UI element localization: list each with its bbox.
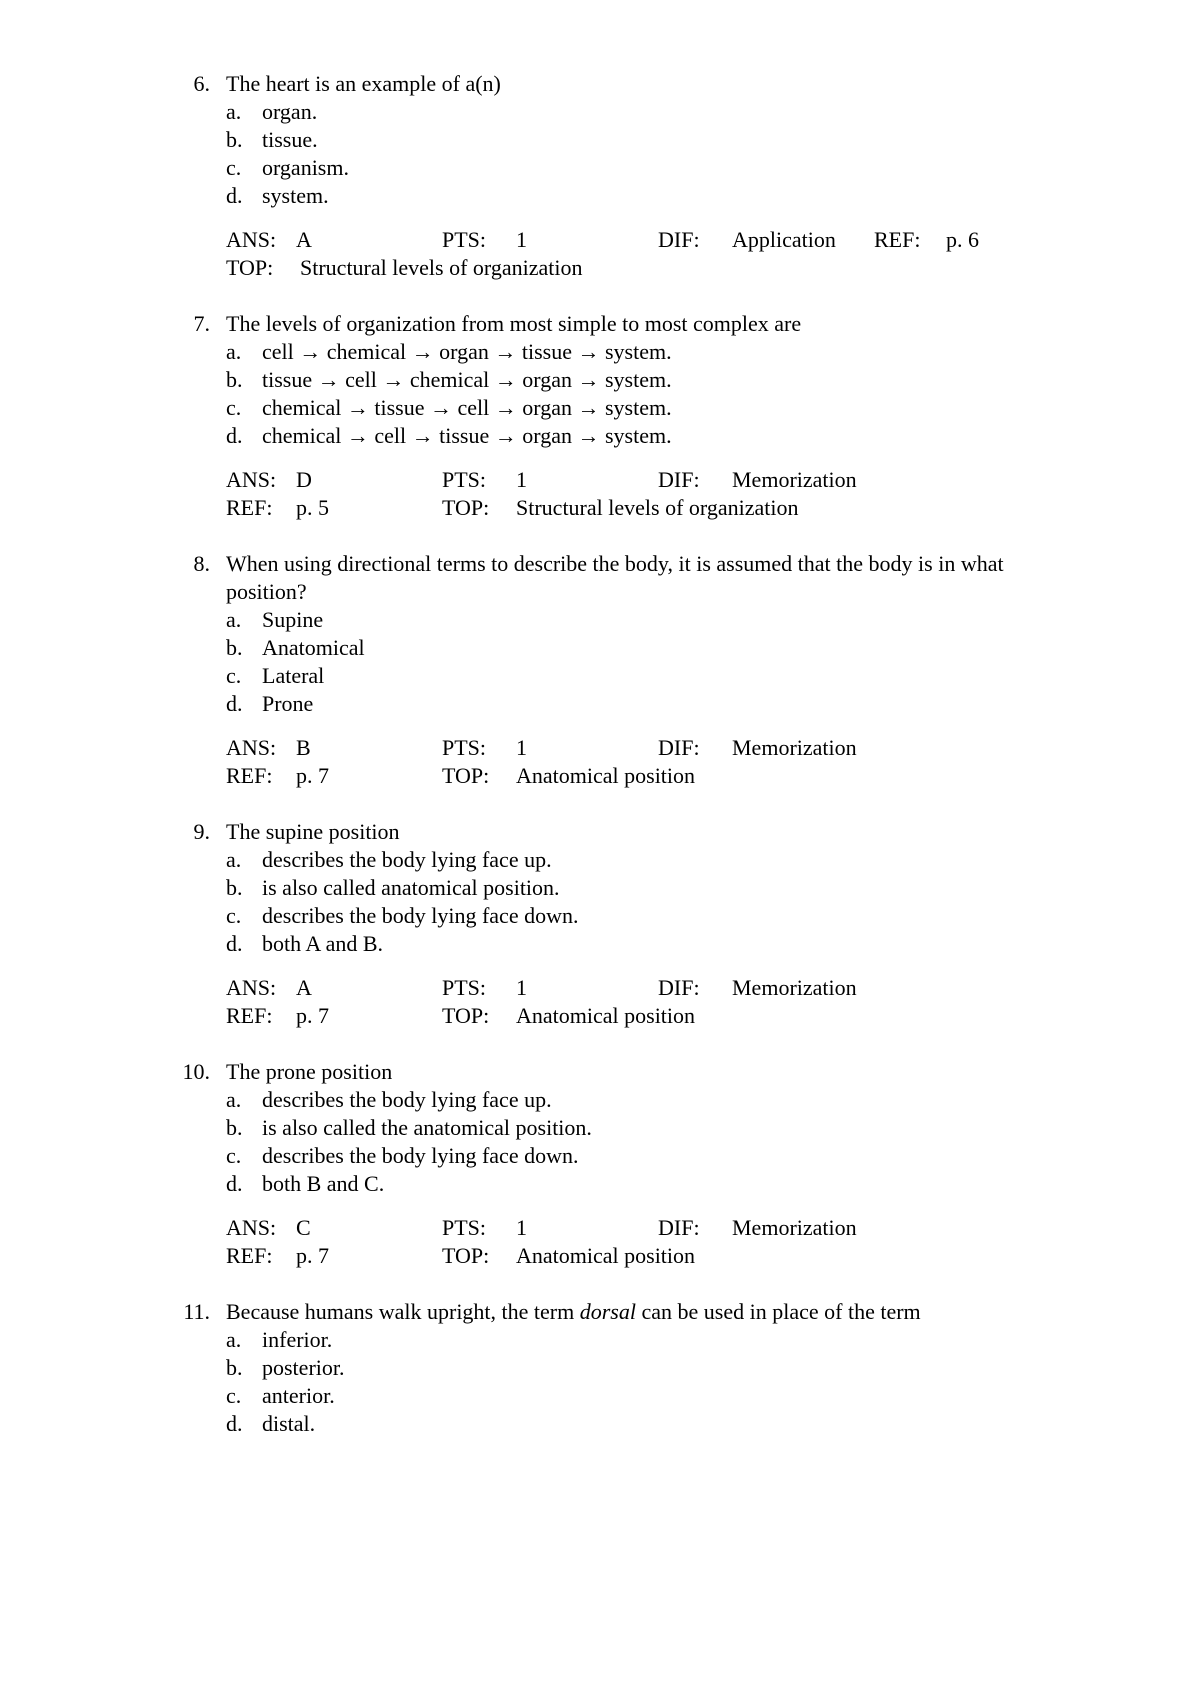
option-row [0, 634, 1190, 662]
pts-value: 1 [516, 467, 527, 492]
option-letter: a. [226, 607, 242, 632]
ref-value: p. 5 [296, 495, 329, 520]
question-number: 6. [193, 71, 210, 96]
ref-top-meta-row [0, 762, 1190, 790]
question-stem: The prone position [226, 1059, 393, 1084]
option-letter: d. [226, 1411, 243, 1436]
ref-label: REF: [874, 227, 921, 252]
question-stem: The supine position [226, 819, 400, 844]
option-letter: d. [226, 423, 243, 448]
option-text: system. [262, 183, 329, 208]
top-value: Anatomical position [516, 763, 696, 788]
option-letter: d. [226, 183, 243, 208]
option-text: Lateral [262, 663, 325, 688]
dif-label: DIF: [658, 735, 700, 760]
pts-label: PTS: [442, 1215, 487, 1240]
ref-value: p. 7 [296, 1243, 329, 1268]
ref-top-meta-row [0, 1242, 1190, 1270]
option-letter: c. [226, 1143, 242, 1168]
question-7 [0, 310, 1190, 522]
ans-label: ANS: [226, 735, 277, 760]
question-stem-row [0, 310, 1190, 338]
question-stem-row [0, 1058, 1190, 1086]
ans-value: A [296, 227, 312, 252]
question-9 [0, 818, 1190, 1030]
question-11 [0, 1298, 1190, 1438]
question-number: 9. [193, 819, 210, 844]
option-row [0, 1382, 1190, 1410]
option-row [0, 846, 1190, 874]
answer-meta-row [0, 1214, 1190, 1242]
option-text: is also called anatomical position. [262, 875, 560, 900]
question-stem-before: Because humans walk upright, the term [226, 1299, 580, 1324]
pts-value: 1 [516, 227, 527, 252]
option-text: posterior. [262, 1355, 345, 1380]
option-row [0, 1410, 1190, 1438]
question-stem-row [0, 1298, 1190, 1326]
ref-label: REF: [226, 1003, 273, 1028]
option-letter: c. [226, 155, 242, 180]
ans-label: ANS: [226, 467, 277, 492]
option-letter: b. [226, 1115, 243, 1140]
question-stem-continued: position? [226, 579, 307, 604]
pts-value: 1 [516, 735, 527, 760]
option-text: describes the body lying face up. [262, 847, 552, 872]
option-letter: c. [226, 663, 242, 688]
ref-value: p. 7 [296, 763, 329, 788]
dif-value: Memorization [732, 467, 857, 492]
option-row [0, 1142, 1190, 1170]
option-letter: b. [226, 127, 243, 152]
answer-meta-row [0, 734, 1190, 762]
dif-value: Application [732, 227, 836, 252]
ref-label: REF: [226, 495, 273, 520]
pts-label: PTS: [442, 735, 487, 760]
pts-label: PTS: [442, 227, 487, 252]
answer-meta-row [0, 466, 1190, 494]
option-row [0, 690, 1190, 718]
top-value: Structural levels of organization [516, 495, 799, 520]
top-label: TOP: [442, 1243, 490, 1268]
ref-top-meta-row [0, 494, 1190, 522]
top-label: TOP: [442, 763, 490, 788]
question-number: 11. [183, 1299, 210, 1324]
top-value: Anatomical position [516, 1003, 696, 1028]
option-row [0, 1114, 1190, 1142]
option-letter: a. [226, 847, 242, 872]
option-row [0, 98, 1190, 126]
topic-meta-row [0, 254, 1190, 282]
top-label: TOP: [442, 495, 490, 520]
option-row [0, 126, 1190, 154]
ans-label: ANS: [226, 975, 277, 1000]
dif-value: Memorization [732, 1215, 857, 1240]
option-row [0, 1170, 1190, 1198]
question-stem [226, 1298, 921, 1326]
option-text: Supine [262, 607, 324, 632]
option-row [0, 366, 1190, 394]
ans-value: D [296, 467, 312, 492]
ref-top-meta-row [0, 1002, 1190, 1030]
question-stem: When using directional terms to describe the body, it is assumed that the body is in what [226, 551, 1004, 576]
option-letter: b. [226, 875, 243, 900]
option-letter: d. [226, 931, 243, 956]
option-row [0, 394, 1190, 422]
pts-value: 1 [516, 1215, 527, 1240]
option-letter: b. [226, 1355, 243, 1380]
option-text: distal. [262, 1411, 316, 1436]
option-text: chemical → cell → tissue → organ → system. [262, 423, 672, 448]
option-row [0, 662, 1190, 690]
dif-label: DIF: [658, 975, 700, 1000]
option-row [0, 930, 1190, 958]
option-letter: a. [226, 1327, 242, 1352]
option-letter: a. [226, 99, 242, 124]
ref-value: p. 7 [296, 1003, 329, 1028]
option-text: chemical → tissue → cell → organ → system. [262, 395, 672, 420]
question-stem-after: can be used in place of the term [636, 1299, 921, 1324]
option-text: both A and B. [262, 931, 384, 956]
option-row [0, 1354, 1190, 1382]
option-text: anterior. [262, 1383, 335, 1408]
dif-label: DIF: [658, 467, 700, 492]
option-letter: a. [226, 339, 242, 364]
ref-value: p. 6 [946, 227, 979, 252]
top-label: TOP: [226, 255, 274, 280]
option-text: cell → chemical → organ → tissue → system. [262, 339, 672, 364]
ans-value: C [296, 1215, 311, 1240]
ans-value: B [296, 735, 311, 760]
option-row [0, 1326, 1190, 1354]
ans-value: A [296, 975, 312, 1000]
pts-value: 1 [516, 975, 527, 1000]
question-stem-italic-term: dorsal [579, 1299, 636, 1324]
question-6 [0, 70, 1190, 282]
option-row [0, 154, 1190, 182]
option-text: organ. [262, 99, 318, 124]
ref-label: REF: [226, 763, 273, 788]
option-text: inferior. [262, 1327, 333, 1352]
option-text: describes the body lying face up. [262, 1087, 552, 1112]
answer-meta-row [0, 226, 1190, 254]
option-row [0, 422, 1190, 450]
option-row [0, 606, 1190, 634]
option-text: Anatomical [262, 635, 365, 660]
option-letter: d. [226, 1171, 243, 1196]
option-letter: c. [226, 395, 242, 420]
top-label: TOP: [442, 1003, 490, 1028]
question-8 [0, 550, 1190, 790]
ans-label: ANS: [226, 1215, 277, 1240]
option-letter: c. [226, 1383, 242, 1408]
option-text: both B and C. [262, 1171, 385, 1196]
question-number: 8. [193, 551, 210, 576]
option-row [0, 182, 1190, 210]
dif-value: Memorization [732, 735, 857, 760]
question-stem-row [0, 818, 1190, 846]
option-letter: b. [226, 367, 243, 392]
option-letter: c. [226, 903, 242, 928]
option-text: Prone [262, 691, 314, 716]
answer-meta-row [0, 974, 1190, 1002]
question-stem-row [0, 550, 1190, 578]
option-text: describes the body lying face down. [262, 1143, 579, 1168]
option-row [0, 902, 1190, 930]
dif-label: DIF: [658, 227, 700, 252]
option-letter: a. [226, 1087, 242, 1112]
question-number: 10. [182, 1059, 210, 1084]
question-stem-row [0, 578, 1190, 606]
dif-label: DIF: [658, 1215, 700, 1240]
ref-label: REF: [226, 1243, 273, 1268]
option-row [0, 874, 1190, 902]
option-text: organism. [262, 155, 349, 180]
option-row [0, 338, 1190, 366]
option-text: tissue. [262, 127, 318, 152]
option-letter: d. [226, 691, 243, 716]
question-10 [0, 1058, 1190, 1270]
option-row [0, 1086, 1190, 1114]
question-stem-row [0, 70, 1190, 98]
pts-label: PTS: [442, 467, 487, 492]
question-number: 7. [193, 311, 210, 336]
ans-label: ANS: [226, 227, 277, 252]
option-text: tissue → cell → chemical → organ → system. [262, 367, 672, 392]
top-value: Anatomical position [516, 1243, 696, 1268]
option-letter: b. [226, 635, 243, 660]
pts-label: PTS: [442, 975, 487, 1000]
question-stem: The heart is an example of a(n) [226, 71, 501, 96]
question-stem: The levels of organization from most simple to most complex are [226, 311, 802, 336]
dif-value: Memorization [732, 975, 857, 1000]
top-value: Structural levels of organization [300, 255, 583, 280]
option-text: describes the body lying face down. [262, 903, 579, 928]
option-text: is also called the anatomical position. [262, 1115, 592, 1140]
